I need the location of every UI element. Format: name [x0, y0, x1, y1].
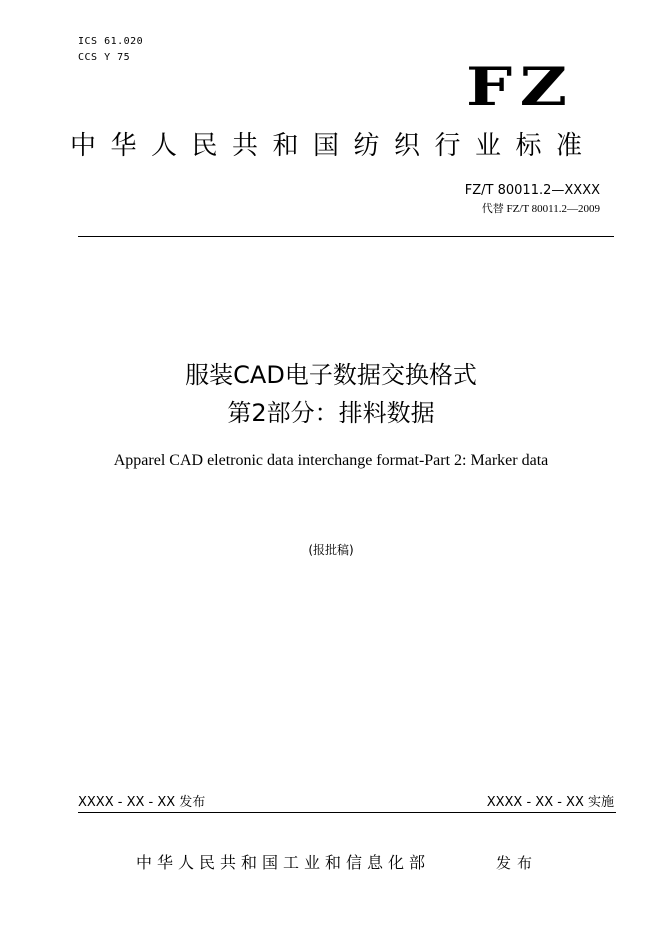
ics-code: ICS 61.020 [78, 36, 144, 47]
header-divider [78, 236, 614, 237]
footer-divider [78, 812, 616, 813]
issue-date: XXXX - XX - XX 发布 [78, 795, 206, 810]
ccs-code: CCS Y 75 [78, 52, 131, 63]
standard-number: FZ/T 80011.2—XXXX [464, 183, 600, 198]
implementation-date: XXXX - XX - XX 实施 [486, 795, 614, 810]
replaced-standard: 代替 FZ/T 80011.2—2009 [481, 203, 600, 215]
standard-type-heading: 中华人民共和国纺织行业标准 [70, 131, 597, 161]
ics-code-block [78, 34, 143, 66]
issuing-authority: 中华人民共和国工业和信息化部 [136, 853, 431, 872]
title-line-2: 第2部分：排料数据 [227, 399, 435, 427]
release-label: 发布 [496, 854, 539, 872]
english-title: Apparel CAD eletronic data interchange format-Part 2: Marker data [113, 452, 549, 469]
draft-status: (报批稿) [308, 543, 354, 557]
title-line-1: 服装CAD电子数据交换格式 [185, 361, 477, 389]
document-title [0, 356, 662, 432]
fz-logo: FZ [466, 57, 575, 118]
